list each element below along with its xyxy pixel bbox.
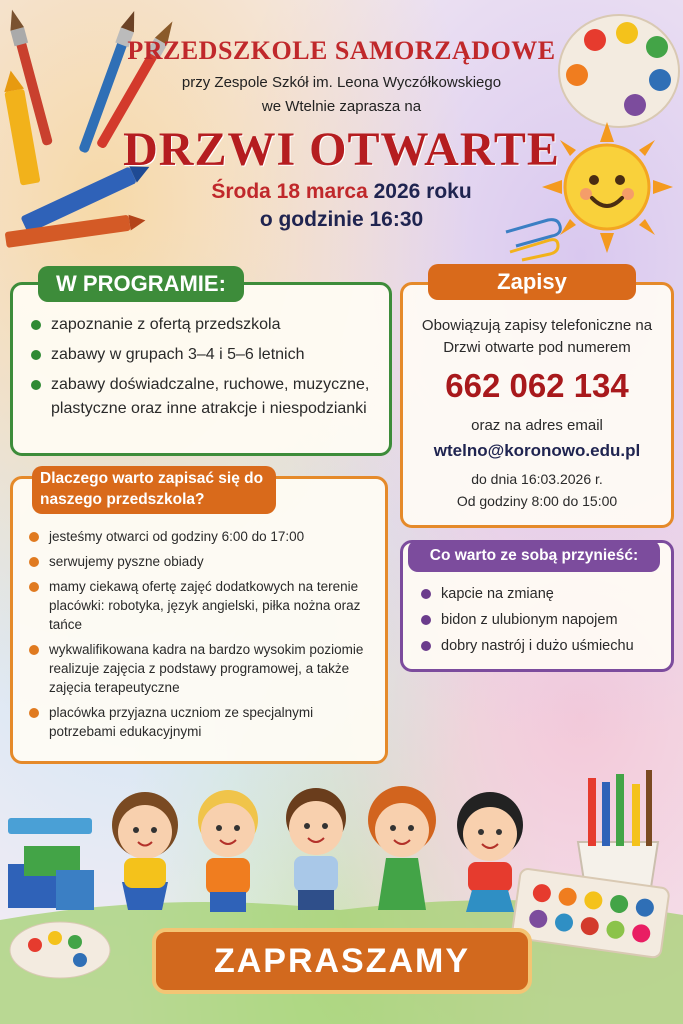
invitation-line: we Wtelnie zaprasza na — [261, 98, 422, 115]
list-item: zabawy w grupach 3–4 i 5–6 letnich — [31, 343, 371, 367]
zapisy-email: wtelno@koronowo.edu.pl — [433, 441, 641, 460]
bring-list — [421, 583, 661, 657]
event-date-year: 2026 roku — [367, 180, 472, 203]
why-panel — [10, 476, 388, 764]
list-item: bidon z ulubionym napojem — [421, 609, 661, 631]
toy-blocks-icon — [8, 846, 94, 910]
bring-title: Co warto ze sobą przynieść: — [408, 540, 660, 572]
why-title: Dlaczego warto zapisać się do naszego przedszkola? — [32, 466, 276, 514]
school-affiliation: przy Zespole Szkół im. Leona Wyczółkowskiego — [181, 74, 502, 91]
invite-banner: ZAPRASZAMY — [152, 928, 532, 994]
zapisy-title: Zapisy — [428, 264, 636, 300]
list-item: mamy ciekawą ofertę zajęć dodatkowych na terenie placówki: robotyka, język angielski, piłka nożna oraz tańce — [29, 577, 375, 634]
why-list — [29, 527, 375, 741]
paint-cup-icon — [578, 770, 658, 894]
event-title: DRZWI OTWARTE — [123, 123, 560, 176]
zapisy-intro: Obowiązują zapisy telefoniczne na Drzwi otwarte pod numerem — [421, 317, 653, 356]
list-item: serwujemy pyszne obiady — [29, 552, 375, 571]
preschool-name: PRZEDSZKOLE SAMORZĄDOWE — [127, 36, 556, 65]
zapisy-deadline: do dnia 16:03.2026 r. — [471, 471, 603, 487]
program-panel — [10, 282, 392, 456]
list-item: kapcie na zmianę — [421, 583, 661, 605]
list-item: dobry nastrój i dużo uśmiechu — [421, 635, 661, 657]
event-time: o godzinie 16:30 — [259, 208, 424, 231]
program-list — [31, 313, 371, 421]
zapisy-phone: 662 062 134 — [445, 367, 629, 404]
list-item: zabawy doświadczalne, ruchowe, muzyczne, plastyczne oraz inne atrakcje i niespodzianki — [31, 373, 371, 421]
list-item: placówka przyjazna uczniom ze specjalnymi potrzebami edukacyjnymi — [29, 703, 375, 741]
zapisy-hours: Od godziny 8:00 do 15:00 — [456, 493, 618, 509]
event-date-day: Środa 18 marca — [211, 180, 368, 203]
program-title: W PROGRAMIE: — [38, 266, 244, 302]
list-item: zapoznanie z ofertą przedszkola — [31, 313, 371, 337]
zapisy-panel — [400, 282, 674, 528]
list-item: jesteśmy otwarci od godziny 6:00 do 17:00 — [29, 527, 375, 546]
list-item: wykwalifikowana kadra na bardzo wysokim poziomie realizuje zajęcia z podstawy programowej, a także zajęcia terapeutyczne — [29, 640, 375, 697]
zapisy-email-intro: oraz na adres email — [471, 417, 603, 434]
event-date — [0, 180, 683, 204]
